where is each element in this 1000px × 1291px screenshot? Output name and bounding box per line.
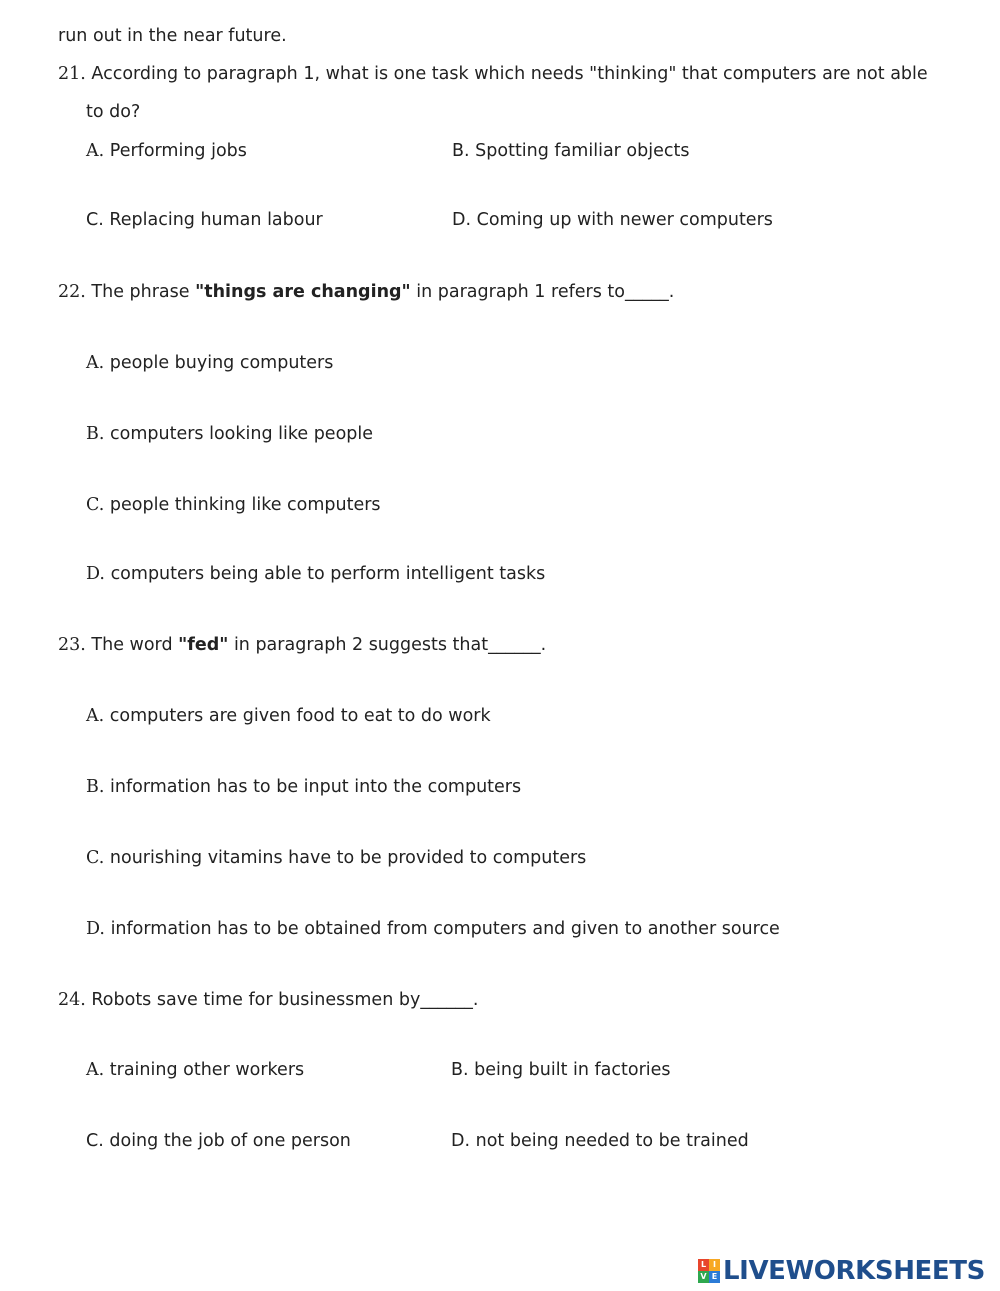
question-number: 22. <box>58 282 86 302</box>
option-21-d[interactable] <box>452 209 773 231</box>
option-letter: A. <box>86 353 105 373</box>
option-letter: B. <box>451 1060 469 1080</box>
option-23-b[interactable] <box>86 776 521 798</box>
option-text: being built in factories <box>474 1060 671 1080</box>
question-word: "fed" <box>178 635 229 655</box>
option-text: computers are given food to eat to do work <box>109 706 491 726</box>
option-text: people buying computers <box>109 353 334 373</box>
option-letter: C. <box>86 1131 104 1151</box>
option-letter: A. <box>86 141 105 161</box>
option-letter: A. <box>86 1060 105 1080</box>
option-text: information has to be obtained from computers and given to another source <box>110 919 780 939</box>
option-text: nourishing vitamins have to be provided to computers <box>109 848 587 868</box>
logo-mark-cell: V <box>698 1271 709 1283</box>
option-text: Performing jobs <box>109 141 247 161</box>
option-letter: B. <box>452 141 470 161</box>
question-number: 23. <box>58 635 86 655</box>
option-text: not being needed to be trained <box>475 1131 749 1151</box>
option-24-d[interactable] <box>451 1130 749 1152</box>
option-letter: B. <box>86 424 105 444</box>
option-letter: C. <box>86 848 105 868</box>
option-text: computers being able to perform intelligent tasks <box>110 564 546 584</box>
option-text: people thinking like computers <box>109 495 381 515</box>
option-letter: D. <box>452 210 472 230</box>
question-text: Robots save time for businessmen by______. <box>91 990 479 1010</box>
logo-text: LIVEWORKSHEETS <box>723 1256 985 1286</box>
question-23 <box>58 634 546 656</box>
option-letter: C. <box>86 495 105 515</box>
option-text: Replacing human labour <box>109 210 323 230</box>
question-text-before: The word <box>91 635 179 655</box>
question-number: 24. <box>58 990 86 1010</box>
option-21-b[interactable] <box>452 140 689 162</box>
question-24 <box>58 989 478 1011</box>
logo-mark-icon <box>698 1259 720 1283</box>
option-22-d[interactable] <box>86 563 545 585</box>
question-text-after: in paragraph 1 refers to_____. <box>410 282 675 302</box>
option-22-c[interactable] <box>86 494 381 516</box>
question-text-before: The phrase <box>91 282 196 302</box>
option-text: doing the job of one person <box>109 1131 351 1151</box>
question-text: According to paragraph 1, what is one task which needs "thinking" that computers are not able <box>91 64 928 84</box>
option-text: Spotting familiar objects <box>475 141 690 161</box>
question-21 <box>58 63 928 85</box>
option-24-b[interactable] <box>451 1059 671 1081</box>
option-21-c[interactable] <box>86 209 323 231</box>
question-21-text-cont: to do? <box>86 102 141 122</box>
question-text-after: in paragraph 2 suggests that______. <box>228 635 547 655</box>
option-23-d[interactable] <box>86 918 780 940</box>
logo-mark-cell: I <box>709 1259 720 1271</box>
option-text: training other workers <box>109 1060 305 1080</box>
option-22-a[interactable] <box>86 352 333 374</box>
option-text: computers looking like people <box>110 424 374 444</box>
option-letter: B. <box>86 777 105 797</box>
logo-mark-cell: E <box>709 1271 720 1283</box>
liveworksheets-logo[interactable] <box>698 1256 985 1286</box>
option-text: Coming up with newer computers <box>476 210 773 230</box>
option-letter: C. <box>86 210 104 230</box>
option-21-a[interactable] <box>86 140 247 162</box>
option-24-a[interactable] <box>86 1059 304 1081</box>
question-22 <box>58 281 674 303</box>
question-phrase: "things are changing" <box>195 282 411 302</box>
question-number: 21. <box>58 64 86 84</box>
option-letter: D. <box>451 1131 471 1151</box>
option-23-c[interactable] <box>86 847 586 869</box>
logo-mark-cell: L <box>698 1259 709 1271</box>
option-text: information has to be input into the computers <box>110 777 522 797</box>
option-letter: D. <box>86 919 105 939</box>
continuation-text: run out in the near future. <box>58 26 287 46</box>
option-24-c[interactable] <box>86 1130 351 1152</box>
option-letter: D. <box>86 564 105 584</box>
option-letter: A. <box>86 706 105 726</box>
option-23-a[interactable] <box>86 705 491 727</box>
option-22-b[interactable] <box>86 423 373 445</box>
